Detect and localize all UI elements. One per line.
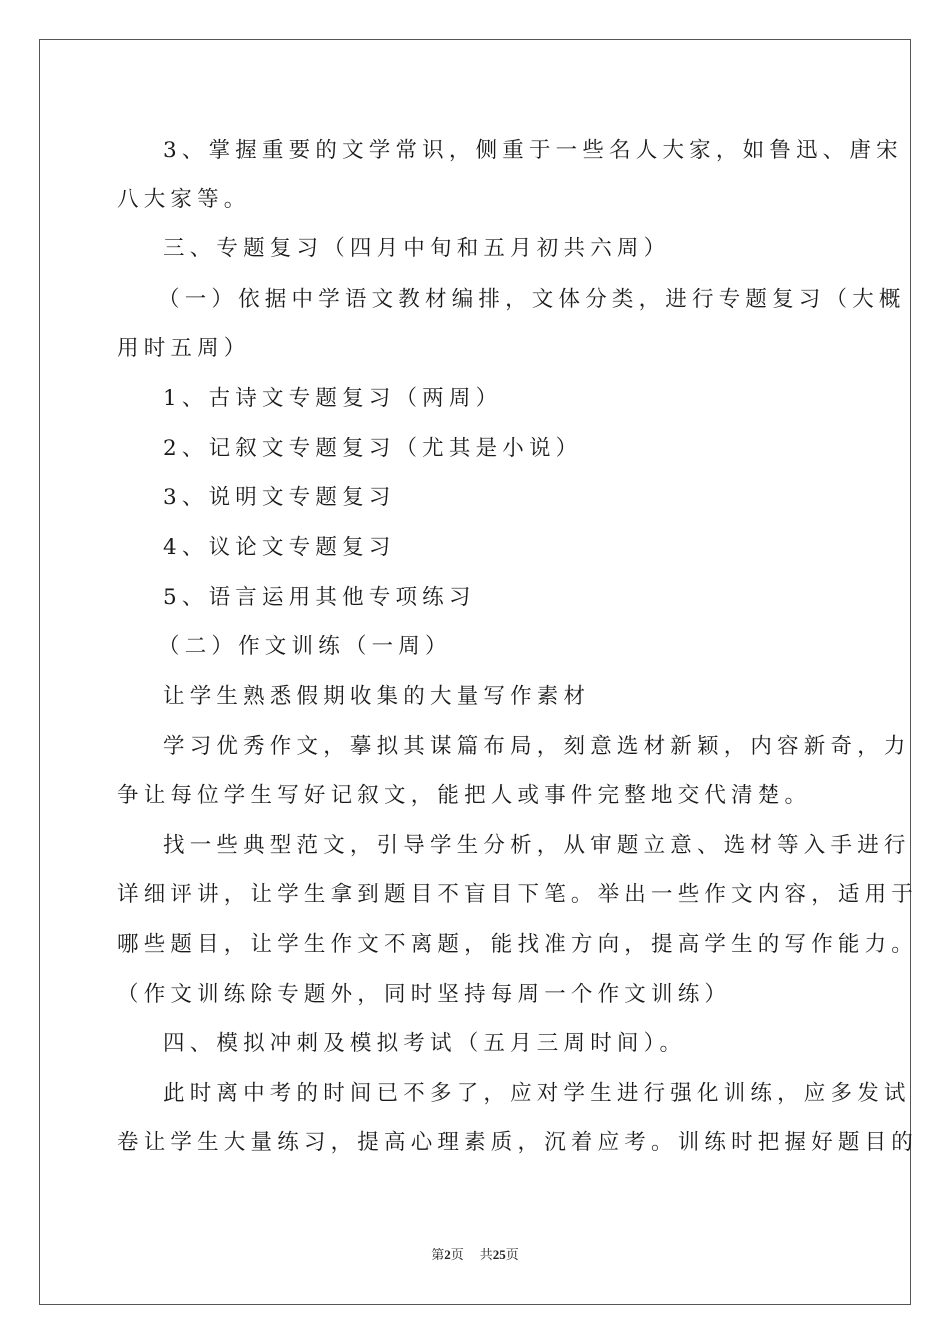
list-item: 5、语言运用其他专项练习 [163,585,476,610]
section-heading: 三、专题复习（四月中旬和五月初共六周） [163,236,671,261]
section-heading: 四、模拟冲刺及模拟考试（五月三周时间）。 [163,1031,687,1056]
page-footer [0,1246,950,1265]
paragraph-line: 3、掌握重要的文学常识，侧重于一些名人大家，如鲁迅、唐宋 [163,138,903,163]
list-item: 2、记叙文专题复习（尤其是小说） [163,436,583,461]
page-border [39,39,911,1305]
list-item: 1、古诗文专题复习（两周） [163,386,503,411]
subsection-heading: （一）依据中学语文教材编排，文体分类，进行专题复习（大概 [158,287,906,312]
paragraph-line: 学习优秀作文，摹拟其谋篇布局，刻意选材新颖，内容新奇，力 [163,734,911,759]
paragraph-line: 详细评讲，让学生拿到题目不盲目下笔。举出一些作文内容，适用于 [117,882,919,907]
subsection-heading: （二）作文训练（一周） [158,634,452,659]
paragraph-line: 卷让学生大量练习，提高心理素质，沉着应考。训练时把握好题目的 [117,1130,919,1155]
paragraph-line: 哪些题目，让学生作文不离题，能找准方向，提高学生的写作能力。 [117,932,919,957]
list-item: 3、说明文专题复习 [163,485,396,510]
paragraph-line: 争让每位学生写好记叙文，能把人或事件完整地交代清楚。 [117,783,812,808]
paragraph-line: （作文训练除专题外，同时坚持每周一个作文训练） [117,982,732,1007]
paragraph-line: 让学生熟悉假期收集的大量写作素材 [163,684,591,709]
page-number: 第2页 [431,1247,464,1263]
paragraph-line: 此时离中考的时间已不多了，应对学生进行强化训练，应多发试 [163,1081,911,1106]
list-item: 4、议论文专题复习 [163,535,396,560]
page-total: 共25页 [479,1247,519,1263]
paragraph-line: 用时五周） [117,336,251,361]
paragraph-line: 找一些典型范文，引导学生分析，从审题立意、选材等入手进行 [163,833,911,858]
paragraph-line: 八大家等。 [117,187,251,212]
